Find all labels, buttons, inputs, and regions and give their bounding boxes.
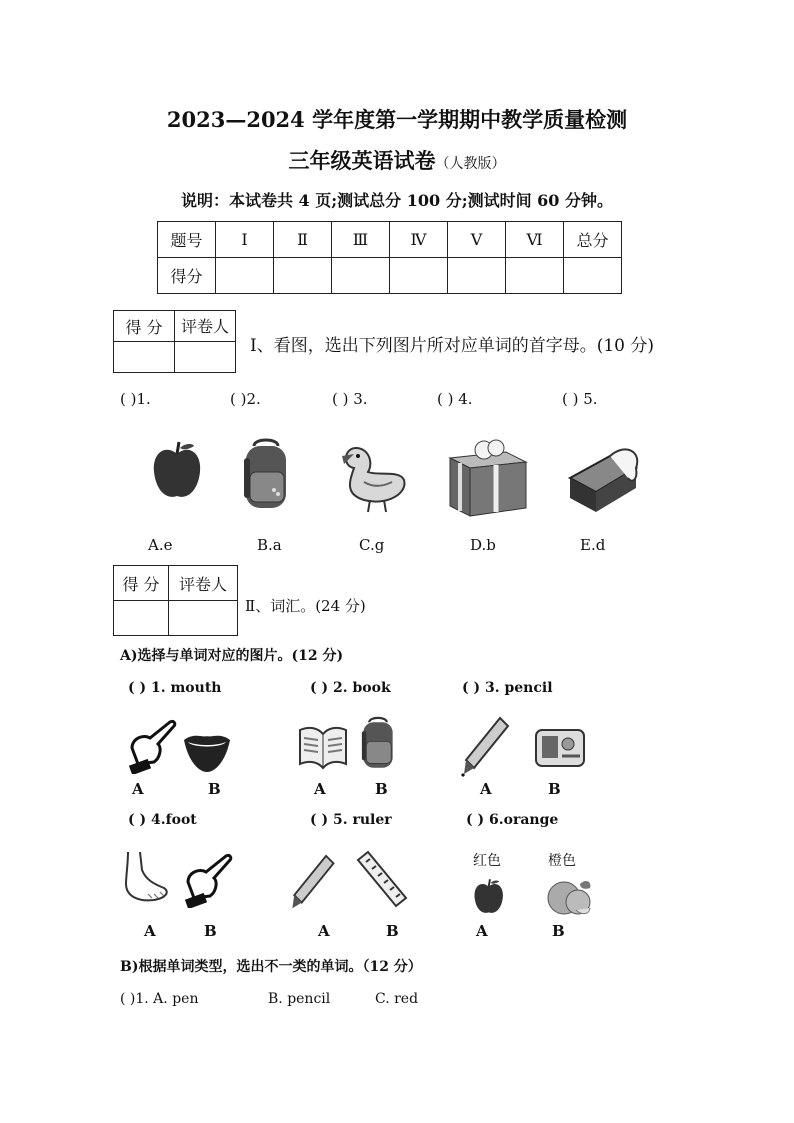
mouth-icon — [182, 730, 232, 774]
pencil-icon — [286, 854, 338, 912]
grader-name-label: 评卷人 — [169, 566, 238, 601]
color-label-orange: 橙色 — [548, 853, 576, 869]
question-blank[interactable]: ( ) 4.foot — [128, 812, 197, 828]
choice-label: B — [386, 922, 399, 940]
choice-label: B — [552, 922, 565, 940]
option-text: C. red — [375, 991, 419, 1007]
gift-box-icon — [446, 434, 530, 518]
question-blank[interactable]: ( ) 4. — [437, 390, 473, 408]
section2-heading: Ⅱ、词汇。(24 分) — [245, 597, 366, 615]
option-label: A.e — [148, 536, 173, 554]
color-label-red: 红色 — [473, 853, 501, 869]
option-label: D.b — [470, 536, 496, 554]
subtitle-text: 三年级英语试卷 — [288, 148, 436, 173]
choice-label: B — [375, 780, 388, 798]
grader-score-label: 得 分 — [114, 311, 175, 342]
option-label: B.a — [257, 536, 282, 554]
question-blank[interactable]: ( ) 5. — [562, 390, 598, 408]
eraser-icon — [566, 438, 644, 518]
partA-heading: A)选择与单词对应的图片。(12 分) — [120, 648, 344, 664]
score-table — [157, 221, 622, 294]
choice-label: B — [548, 780, 561, 798]
question-blank[interactable]: ( ) 3. — [332, 390, 368, 408]
grader-score-label: 得 分 — [114, 566, 169, 601]
choice-label: A — [480, 780, 492, 798]
grader-name-label: 评卷人 — [175, 311, 236, 342]
grader-box-2 — [113, 565, 238, 636]
ruler-icon — [352, 850, 410, 910]
foot-icon — [118, 850, 172, 906]
grader-box-1 — [113, 310, 236, 373]
backpack-icon — [236, 438, 296, 516]
grader-blank[interactable] — [175, 342, 236, 373]
choice-label: B — [208, 780, 221, 798]
score-cell: Ⅰ — [216, 222, 274, 258]
question-blank[interactable]: ( ) 3. pencil — [462, 680, 553, 696]
question-blank[interactable]: ( ) 5. ruler — [310, 812, 392, 828]
question-blank[interactable]: ( ) 2. book — [310, 680, 391, 696]
question-blank[interactable]: ( )2. — [230, 390, 261, 408]
question-blank[interactable]: ( ) 1. mouth — [128, 680, 222, 696]
section1-heading: Ⅰ、看图，选出下列图片所对应单词的首字母。(10 分) — [250, 336, 655, 356]
pointing-hand-icon — [182, 852, 234, 908]
choice-label: A — [132, 780, 144, 798]
option-label: E.d — [580, 536, 606, 554]
choice-label: A — [314, 780, 326, 798]
grader-blank[interactable] — [114, 601, 169, 636]
score-cell: Ⅱ — [274, 222, 332, 258]
score-table-score-row — [158, 258, 622, 294]
score-blank[interactable] — [274, 258, 332, 294]
apple-icon — [150, 440, 205, 502]
score-table-header-row — [158, 222, 622, 258]
question-blank[interactable]: ( )1. A. pen — [120, 991, 199, 1007]
apple-icon — [472, 878, 506, 916]
score-cell: 得分 — [158, 258, 216, 294]
score-cell: Ⅴ — [448, 222, 506, 258]
option-text: B. pencil — [268, 991, 331, 1007]
grader-blank[interactable] — [114, 342, 175, 373]
score-cell: Ⅳ — [390, 222, 448, 258]
score-blank[interactable] — [216, 258, 274, 294]
score-cell: 总分 — [564, 222, 622, 258]
score-cell: Ⅲ — [332, 222, 390, 258]
exam-title: 2023—2024 学年度第一学期期中教学质量检测 — [166, 107, 628, 132]
score-blank[interactable] — [448, 258, 506, 294]
score-cell: Ⅵ — [506, 222, 564, 258]
orange-icon — [544, 874, 594, 920]
choice-label: A — [476, 922, 488, 940]
score-blank[interactable] — [506, 258, 564, 294]
score-cell: 题号 — [158, 222, 216, 258]
option-label: C.g — [359, 536, 385, 554]
score-blank[interactable] — [390, 258, 448, 294]
grader-blank[interactable] — [169, 601, 238, 636]
backpack-icon — [356, 716, 400, 774]
question-blank[interactable]: ( ) 6.orange — [466, 812, 559, 828]
instructions: 说明：本试卷共 4 页;测试总分 100 分;测试时间 60 分钟。 — [180, 191, 614, 210]
exam-subtitle — [0, 145, 794, 175]
pointing-hand-icon — [126, 718, 178, 774]
score-blank[interactable] — [332, 258, 390, 294]
pencil-icon — [460, 716, 510, 778]
question-blank[interactable]: ( )1. — [120, 390, 151, 408]
choice-label: A — [318, 922, 330, 940]
choice-label: B — [204, 922, 217, 940]
book-icon — [298, 724, 348, 770]
pencil-case-icon — [532, 722, 588, 772]
score-blank[interactable] — [564, 258, 622, 294]
subtitle-edition: （人教版） — [435, 156, 506, 172]
choice-label: A — [144, 922, 156, 940]
goose-icon — [334, 436, 414, 516]
partB-heading: B)根据单词类型，选出不一类的单词。（12 分） — [120, 959, 422, 975]
